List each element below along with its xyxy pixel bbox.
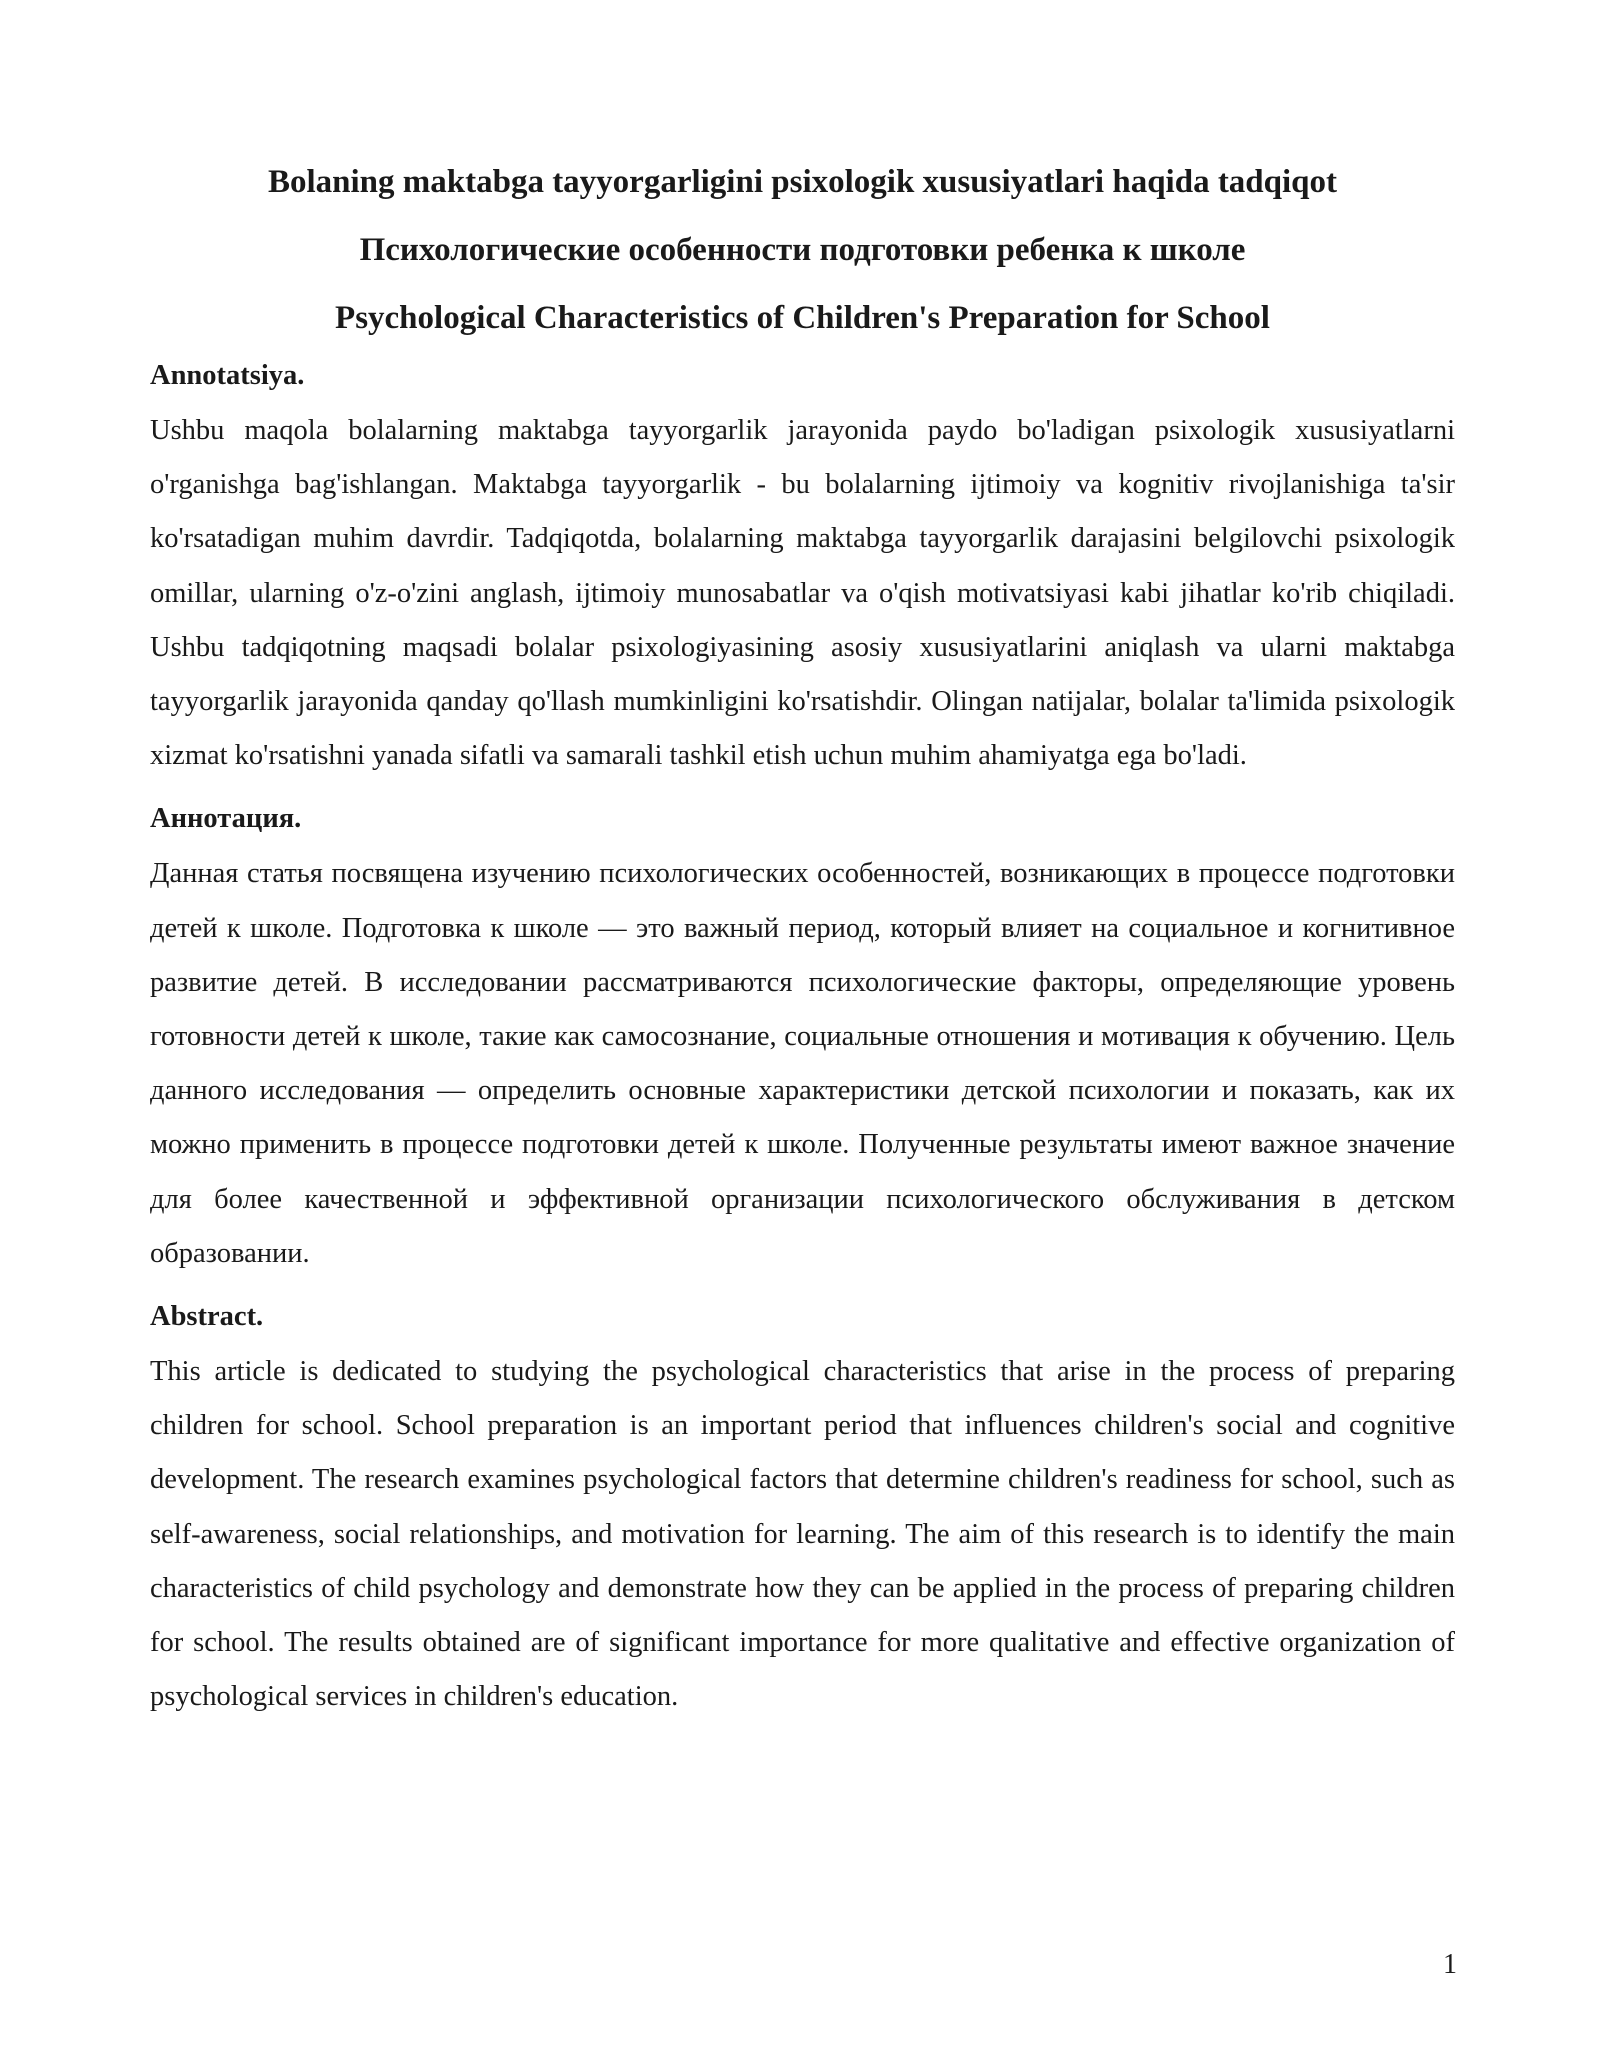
section-heading-annotatsiya: Annotatsiya.: [150, 360, 305, 391]
abstract-content: [150, 356, 1455, 1740]
section-text-annotatsiya-ru: Данная статья посвящена изучению психологических особенностей, возникающих в процессе подготовки детей к школе. Подготовка к школе — это важный период, который влияет на социальное и когнитивное развитие детей. В исследовании рассматриваются психологические факторы, определяющие уровень готовности детей к школе, такие как самосознание, социальные отношения и мотивация к обучению. Цель данного исследования — определить основные характеристики детской психологии и показать, как их можно применить в процессе подготовки детей к школе. Полученные результаты имеют важное значение для более качественной и эффективной организации психологического обслуживания в детском образовании.: [150, 858, 1455, 1269]
title-english: Psychological Characteristics of Children's Preparation for School: [335, 300, 1270, 336]
section-text-annotatsiya: Ushbu maqola bolalarning maktabga tayyorgarlik jarayonida paydo bo'ladigan psixologik xususiyatlarni o'rganishga bag'ishlangan. Maktabga tayyorgarlik - bu bolalarning ijtimoiy va kognitiv rivojlanishiga ta'sir ko'rsatadigan muhim davrdir. Tadqiqotda, bolalarning maktabga tayyorgarlik darajasini belgilovchi psixologik omillar, ularning o'z-o'zini anglash, ijtimoiy munosabatlar va o'qish motivatsiyasi kabi jihatlar ko'rib chiqiladi. Ushbu tadqiqotning maqsadi bolalar psixologiyasining asosiy xususiyatlarini aniqlash va ularni maktabga tayyorgarlik jarayonida qanday qo'llash mumkinligini ko'rsatishdir. Olingan natijalar, bolalar ta'limida psixologik xizmat ko'rsatishni yanada sifatli va samarali tashkil etish uchun muhim ahamiyatga ega bo'ladi.: [150, 415, 1455, 772]
section-heading-annotatsiya-ru: Аннотация.: [150, 803, 302, 835]
section-abstract: [150, 1297, 1455, 1724]
title-block: [150, 148, 1455, 352]
section-text-abstract: This article is dedicated to studying the psychological characteristics that arise in the process of preparing children for school. School preparation is an important period that influences children's social and cognitive development. The research examines psychological factors that determine children's readiness for school, such as self-awareness, social relationships, and motivation for learning. The aim of this research is to identify the main characteristics of child psychology and demonstrate how they can be applied in the process of preparing children for school. The results obtained are of significant importance for more qualitative and effective organization of psychological services in children's education.: [150, 1356, 1455, 1713]
title-uzbek: Bolaning maktabga tayyorgarligini psixologik xususiyatlari haqida tadqiqot: [267, 164, 1338, 200]
title-russian: Психологические особенности подготовки ребенка к школе: [359, 232, 1246, 268]
section-annotatsiya: [150, 356, 1455, 783]
section-annotatsiya-ru: [150, 799, 1455, 1281]
page-number: 1: [1443, 1949, 1457, 1980]
section-heading-abstract: Abstract.: [150, 1301, 264, 1333]
